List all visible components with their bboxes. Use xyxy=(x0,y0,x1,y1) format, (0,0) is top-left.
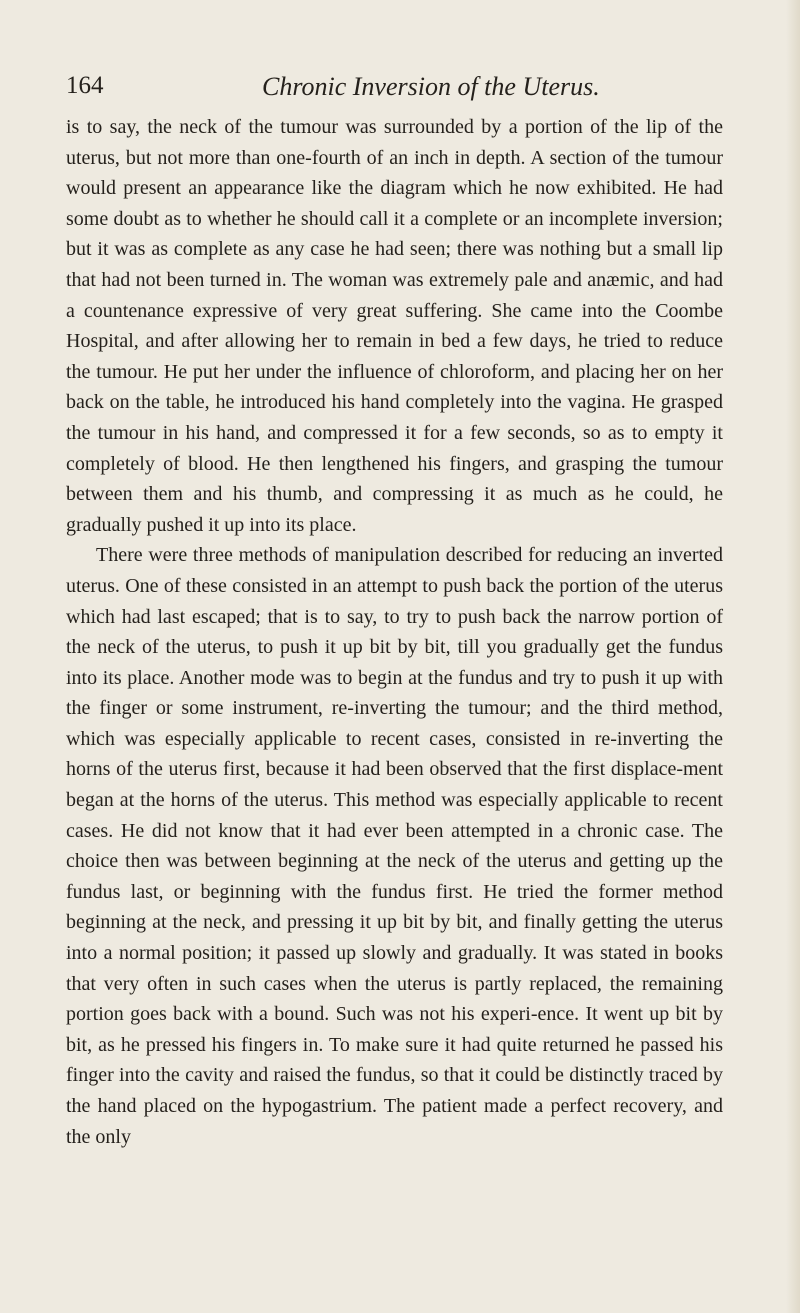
running-title: Chronic Inversion of the Uterus. xyxy=(262,72,600,101)
running-head xyxy=(66,72,723,112)
page-edge-shadow xyxy=(786,0,800,1313)
paragraph-methods: There were three methods of manipulation described for reducing an inverted uterus. One of these consisted in an attempt to push back the portion of the uterus which had last escaped; that is to say, to try to push back the narrow portion of the neck of the uterus, to push it up bit by bit, till you gradually get the fundus into its place. Another mode was to begin at the fundus and try to push it up with the finger or some instrument, re-inverting the tumour; and the third method, which was especially applicable to recent cases, consisted in re-inverting the horns of the uterus first, because it had been observed that the first displace-ment began at the horns of the uterus. This method was especially applicable to recent cases. He did not know that it had ever been attempted in a chronic case. The choice then was between beginning at the neck of the uterus and getting up the fundus last, or beginning with the fundus first. He tried the former method beginning at the neck, and pressing it up bit by bit, and finally getting the uterus into a normal position; it passed up slowly and gradually. It was stated in books that very often in such cases when the uterus is partly replaced, the remaining portion goes back with a bound. Such was not his experi-ence. It went up bit by bit, as he pressed his fingers in. To make sure it had quite returned he passed his finger into the cavity and raised the fundus, so that it could be distinctly traced by the hand placed on the hypogastrium. The patient made a perfect recovery, and the only xyxy=(66,544,723,1148)
page-number: 164 xyxy=(66,72,104,99)
paragraph-continued: is to say, the neck of the tumour was surrounded by a portion of the lip of the uterus, but not more than one-fourth of an inch in depth. A section of the tumour would present an appearance like the diagram which he now exhibited. He had some doubt as to whether he should call it a complete or an incomplete inversion; but it was as complete as any case he had seen; there was nothing but a small lip that had not been turned in. The woman was extremely pale and anæmic, and had a countenance expressive of very great suffering. She came into the Coombe Hospital, and after allowing her to remain in bed a few days, he tried to reduce the tumour. He put her under the influence of chloroform, and placing her on her back on the table, he introduced his hand completely into the vagina. He grasped the tumour in his hand, and compressed it for a few seconds, so as to empty it completely of blood. He then lengthened his fingers, and grasping the tumour between them and his thumb, and compressing it as much as he could, he gradually pushed it up into its place. xyxy=(66,116,723,536)
body-text xyxy=(66,112,723,1152)
